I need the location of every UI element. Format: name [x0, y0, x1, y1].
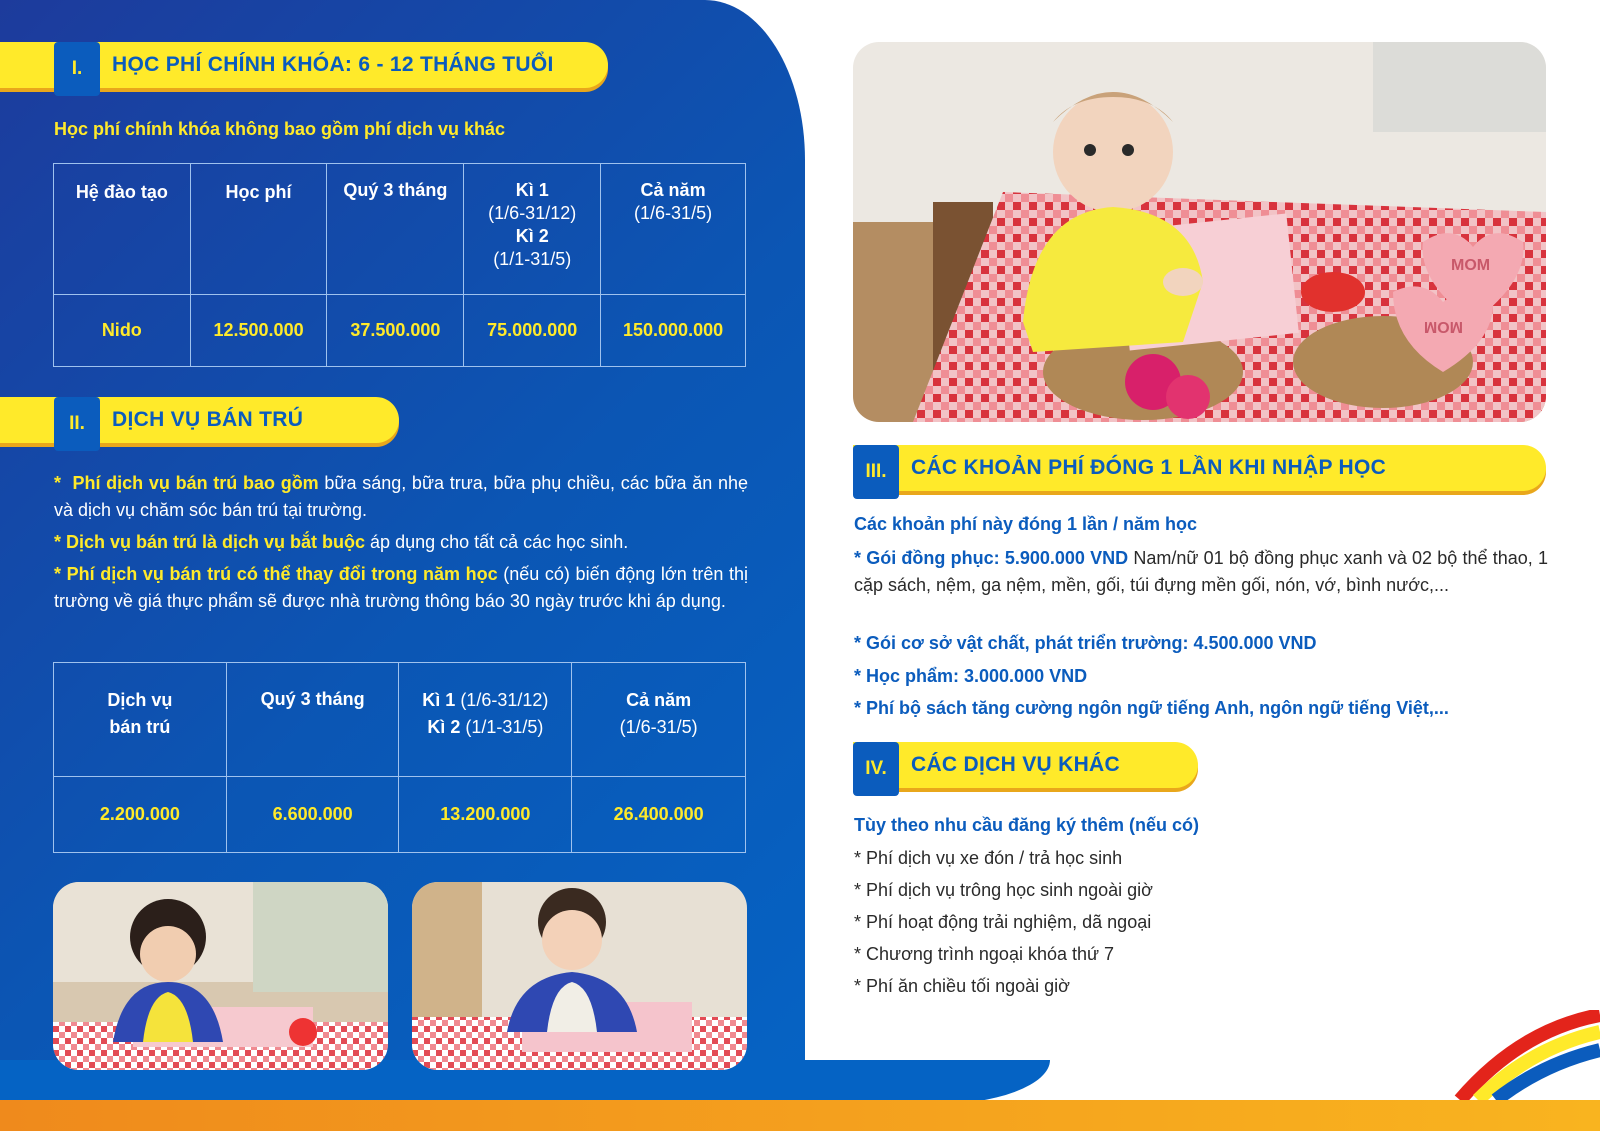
- header-year: Cả năm (1/6-31/5): [572, 663, 746, 777]
- fee-item-books: * Phí bộ sách tăng cường ngôn ngữ tiếng Anh, ngôn ngữ tiếng Việt,...: [854, 698, 1449, 718]
- heart-text-1: MOM: [1451, 257, 1491, 274]
- fee-item-uniform: * Gói đồng phục: 5.900.000 VND Nam/nữ 01 bộ đồng phục xanh và 02 bộ thể thao, 1 cặp sách, nệm, ga nệm, mền, gối, túi đựng mền gối, nón, vớ, bình nước,...: [854, 548, 1548, 595]
- bottom-orange-band: [0, 1100, 1600, 1131]
- fee-item-supplies: * Học phẩm: 3.000.000 VND: [854, 666, 1088, 686]
- photo-main-baby-painting: [853, 42, 1546, 422]
- section-1-title: HỌC PHÍ CHÍNH KHÓA: 6 - 12 THÁNG TUỔI: [112, 53, 554, 76]
- section-2-title: DỊCH VỤ BÁN TRÚ: [112, 408, 304, 431]
- header-year: Cả năm (1/6-31/5): [601, 164, 746, 295]
- cell-year: 26.400.000: [572, 777, 746, 853]
- section-3-header: [853, 445, 1546, 491]
- boarding-header-row: [54, 663, 746, 777]
- tuition-header-row: [54, 164, 746, 295]
- cell-quarter: 6.600.000: [226, 777, 399, 853]
- section-4-title: CÁC DỊCH VỤ KHÁC: [911, 753, 1120, 776]
- header-service: Dịch vụ bán trú: [54, 663, 227, 777]
- section-4-subtitle: Tùy theo nhu cầu đăng ký thêm (nếu có): [854, 815, 1200, 835]
- cell-fee: 12.500.000: [190, 295, 327, 367]
- header-terms: Kì 1 (1/6-31/12) Kì 2 (1/1-31/5): [399, 663, 572, 777]
- section-3-title: CÁC KHOẢN PHÍ ĐÓNG 1 LẦN KHI NHẬP HỌC: [911, 456, 1387, 479]
- tuition-row-nido: [54, 295, 746, 367]
- cell-quarter: 37.500.000: [327, 295, 464, 367]
- header-quarter: Quý 3 tháng: [327, 164, 464, 295]
- section-4-number: IV.: [853, 742, 899, 796]
- other-service-item: * Phí ăn chiều tối ngoài giờ: [854, 976, 1070, 996]
- cell-service: 2.200.000: [54, 777, 227, 853]
- header-system: Hệ đào tạo: [54, 164, 191, 295]
- header-terms: Kì 1 (1/6-31/12) Kì 2 (1/1-31/5): [464, 164, 601, 295]
- boarding-paragraph-3: * Phí dịch vụ bán trú có thể thay đổi trong năm học (nếu có) biến động lớn trên thị trường về giá thực phẩm sẽ được nhà trường thông báo 30 ngày trước khi áp dụng.: [54, 564, 749, 611]
- other-service-item: * Phí dịch vụ trông học sinh ngoài giờ: [854, 880, 1153, 900]
- section-3-number: III.: [853, 445, 899, 499]
- section-3-subtitle: Các khoản phí này đóng 1 lần / năm học: [854, 514, 1198, 534]
- section-1-header: [54, 42, 608, 88]
- section-2-number: II.: [54, 397, 100, 451]
- cell-system: Nido: [54, 295, 191, 367]
- section-1-number: I.: [54, 42, 100, 96]
- header-fee: Học phí: [190, 164, 327, 295]
- boarding-paragraph-2: * Dịch vụ bán trú là dịch vụ bắt buộc áp dụng cho tất cả các học sinh.: [54, 532, 629, 552]
- other-service-item: * Chương trình ngoại khóa thứ 7: [854, 944, 1115, 964]
- header-quarter: Quý 3 tháng: [226, 663, 399, 777]
- boarding-paragraph-1: * Phí dịch vụ bán trú bao gồm bữa sáng, bữa trưa, bữa phụ chiều, các bữa ăn nhẹ và dịch vụ chăm sóc bán trú tại trường.: [54, 473, 748, 520]
- cell-terms: 13.200.000: [399, 777, 572, 853]
- section-1-subtitle: Học phí chính khóa không bao gồm phí dịch vụ khác: [54, 119, 506, 139]
- boarding-values-row: [54, 777, 746, 853]
- heart-text-2: MOM: [1423, 318, 1463, 335]
- photo-child-painting-2: [412, 882, 747, 1070]
- fee-item-facilities: * Gói cơ sở vật chất, phát triển trường: 4.500.000 VND: [854, 633, 1317, 653]
- photo-child-painting-1: [53, 882, 388, 1070]
- cell-year: 150.000.000: [601, 295, 746, 367]
- other-service-item: * Phí dịch vụ xe đón / trả học sinh: [854, 848, 1123, 868]
- boarding-table: [53, 662, 746, 853]
- other-service-item: * Phí hoạt động trải nghiệm, dã ngoại: [854, 912, 1152, 932]
- section-4-header: [853, 742, 1198, 788]
- tuition-table: [53, 163, 746, 367]
- rainbow-decoration: [1450, 1010, 1600, 1100]
- cell-terms: 75.000.000: [464, 295, 601, 367]
- section-2-header: [54, 397, 399, 443]
